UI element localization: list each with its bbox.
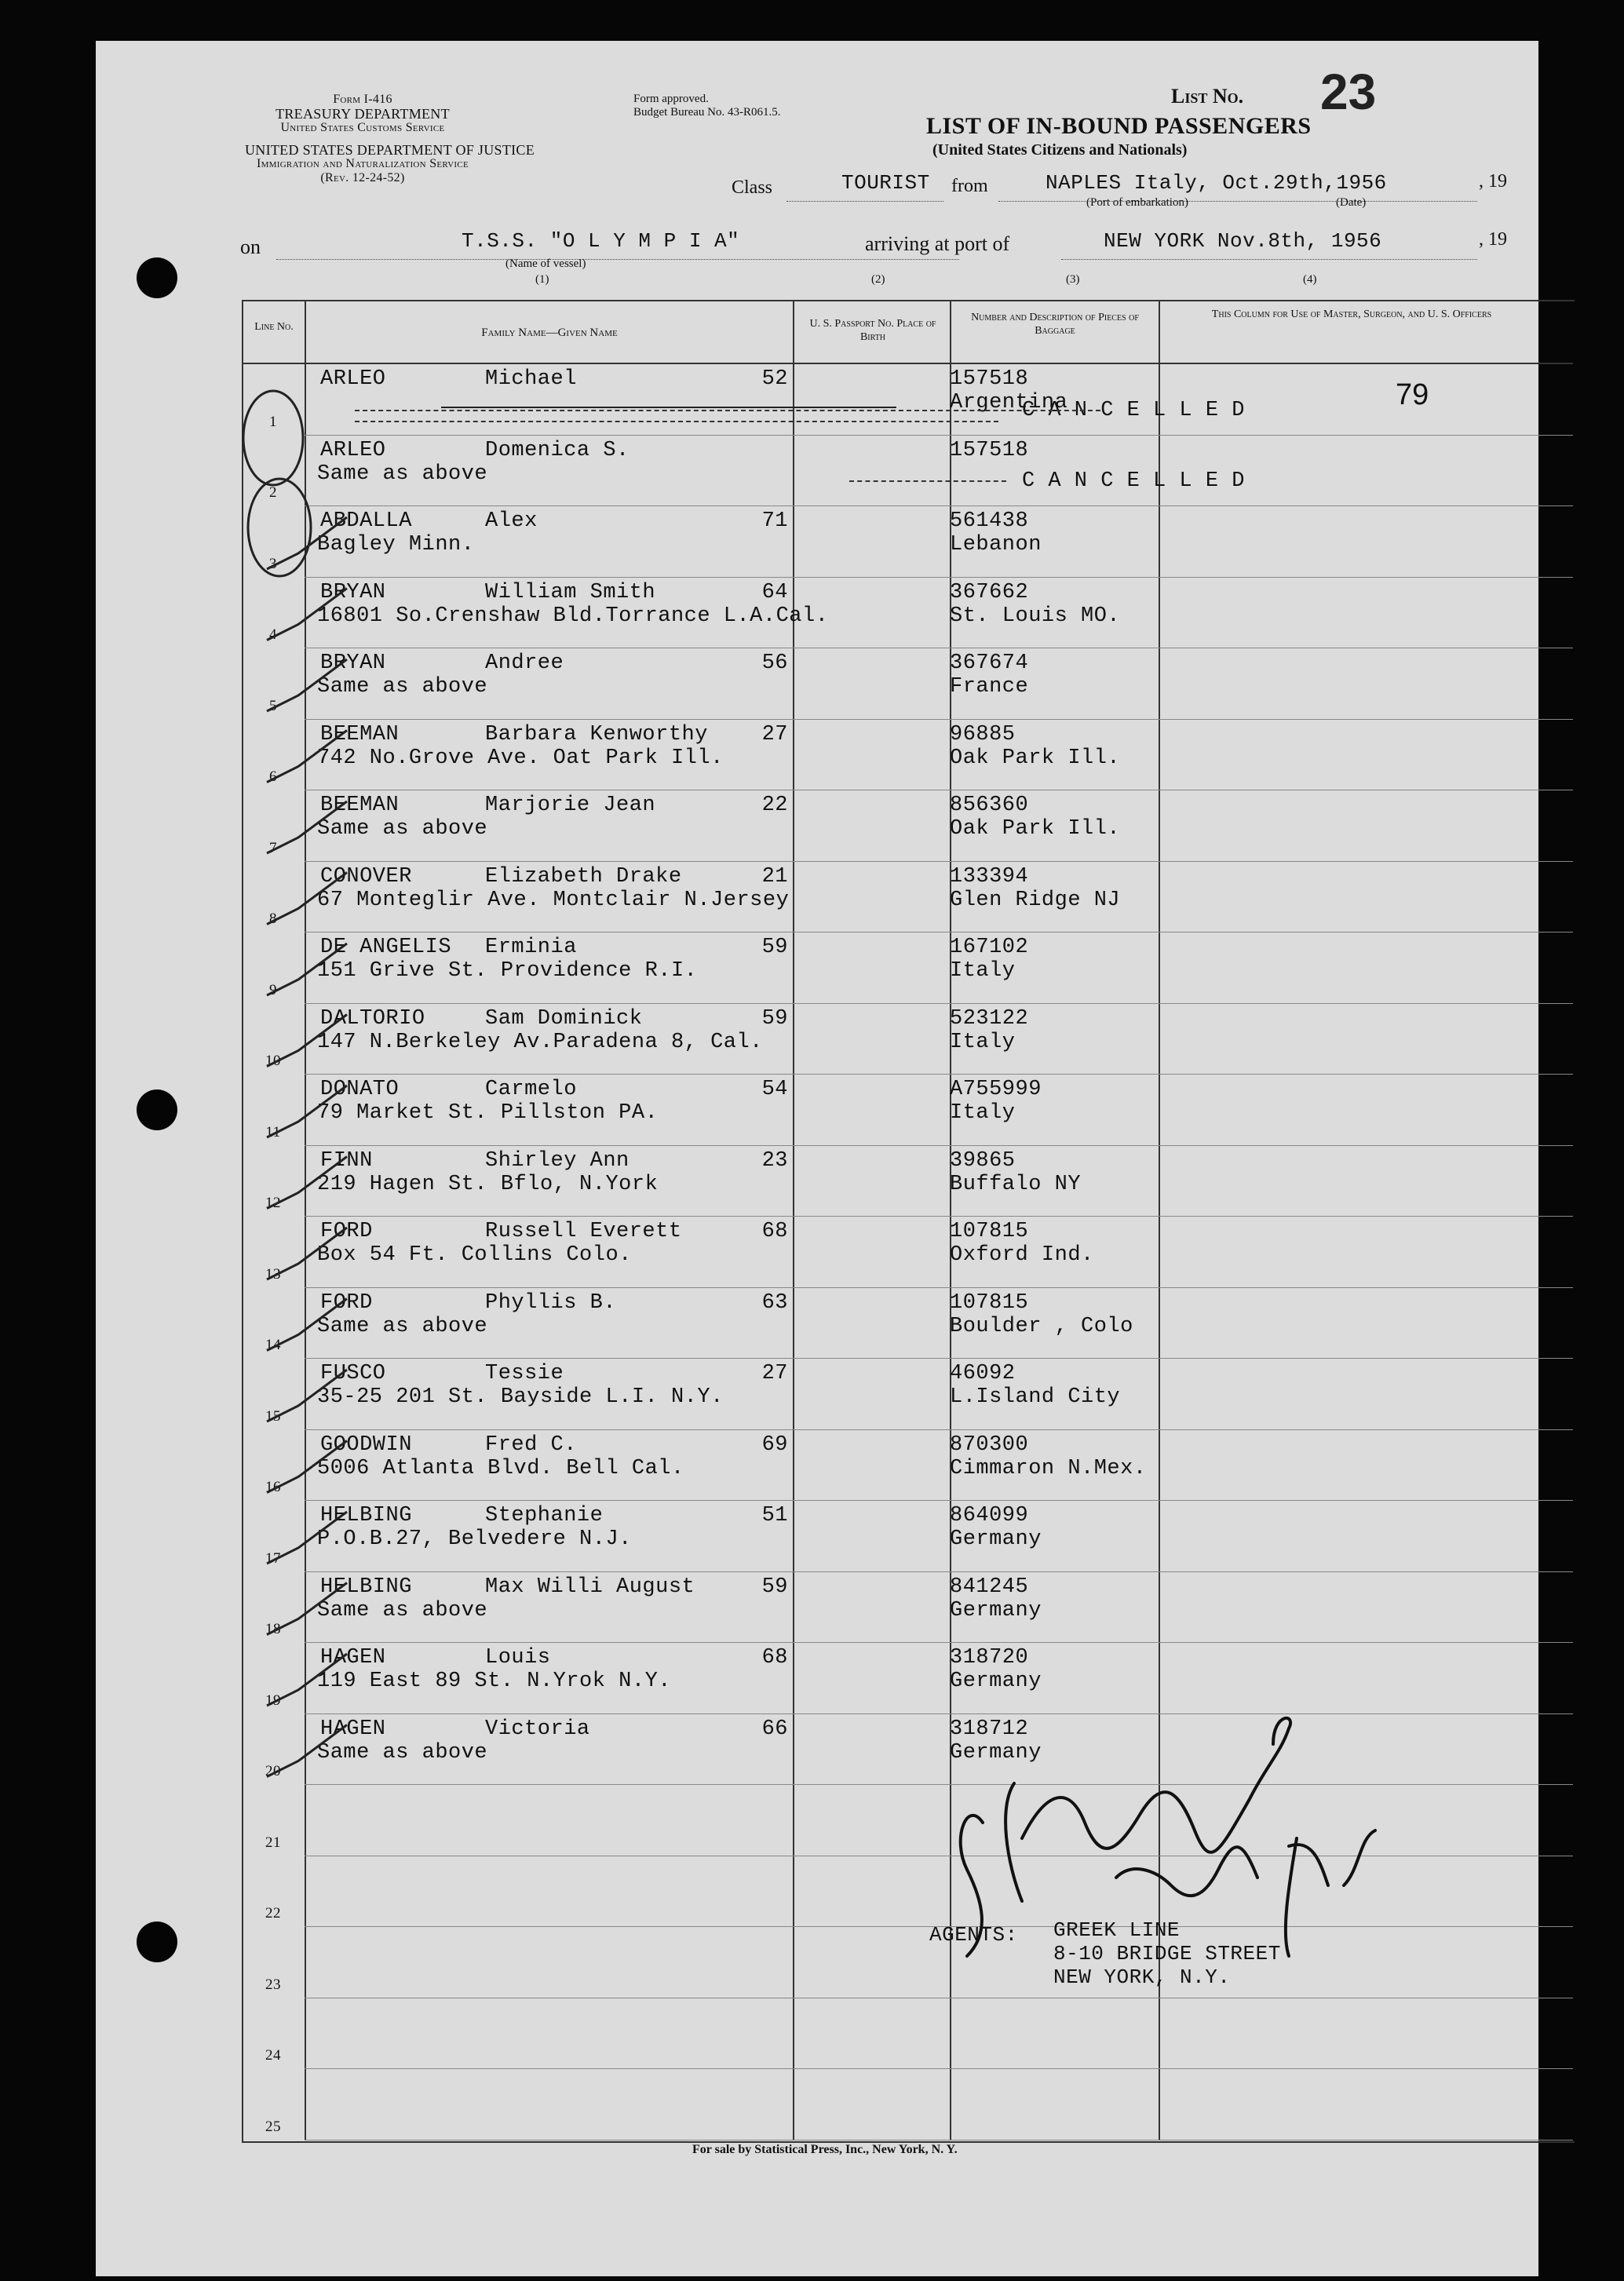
- passport-number: 561438: [950, 509, 1029, 533]
- birthplace: Italy: [950, 1101, 1016, 1125]
- vessel-caption-num: (1): [535, 273, 549, 286]
- line-number: 13: [265, 1265, 281, 1283]
- given-name: Alex: [485, 509, 538, 533]
- birthplace: Oak Park Ill.: [950, 746, 1121, 770]
- age: 71: [761, 509, 788, 533]
- birthplace: L.Island City: [950, 1385, 1121, 1409]
- given-name: William Smith: [485, 580, 656, 604]
- passport-number: 318720: [950, 1646, 1029, 1670]
- family-name: ARLEO: [320, 367, 386, 391]
- form-number: Form I-416: [333, 93, 392, 106]
- family-name: FORD: [320, 1290, 373, 1315]
- family-name: BRYAN: [320, 651, 386, 675]
- address: 67 Monteglir Ave. Montclair N.Jersey: [317, 888, 790, 912]
- address: 742 No.Grove Ave. Oat Park Ill.: [317, 746, 724, 770]
- check-mark: [267, 801, 347, 853]
- line-number: 5: [269, 697, 277, 714]
- ins-service: Immigration and Naturalization Service: [256, 157, 469, 170]
- agents-line-3: NEW YORK, N.Y.: [1053, 1965, 1231, 1989]
- given-name: Carmelo: [485, 1078, 577, 1101]
- given-name: Victoria: [485, 1717, 590, 1741]
- line-number: 10: [265, 1053, 281, 1069]
- revision: (Rev. 12-24-52): [320, 171, 405, 184]
- check-mark: [267, 1370, 347, 1422]
- caption-num-2: (2): [871, 273, 885, 286]
- birthplace: Buffalo NY: [950, 1172, 1082, 1196]
- address: Same as above: [317, 1740, 488, 1765]
- check-mark: [267, 1583, 347, 1635]
- age: 64: [761, 580, 788, 604]
- given-name: Domenica S.: [485, 438, 630, 462]
- birthplace: Lebanon: [950, 533, 1042, 557]
- age: 22: [761, 794, 788, 817]
- family-name: DALTORIO: [320, 1006, 425, 1031]
- birthplace: Germany: [950, 1527, 1042, 1551]
- line-number: 6: [269, 768, 277, 785]
- birthplace: St. Louis MO.: [950, 604, 1121, 628]
- line-number: 4: [269, 626, 277, 643]
- treasury-dept: TREASURY DEPARTMENT: [276, 106, 450, 122]
- age: 56: [761, 651, 788, 675]
- address: Same as above: [317, 1314, 488, 1338]
- from-value: NAPLES Italy, Oct.29th,1956: [1046, 171, 1387, 195]
- given-name: Fred C.: [485, 1432, 577, 1457]
- family-name: BEEMAN: [320, 794, 400, 817]
- passport-number: 157518: [950, 367, 1029, 391]
- cancelled-mark-line-2: C A N C E L L E D: [1022, 469, 1245, 493]
- given-name: Andree: [485, 651, 564, 675]
- check-mark: [267, 1654, 347, 1706]
- age: 54: [761, 1078, 788, 1101]
- passport-number: 107815: [950, 1290, 1029, 1315]
- birthplace: Argentina: [950, 391, 1068, 414]
- signature: [920, 1681, 1391, 1964]
- caption-num-3: (3): [1066, 273, 1080, 286]
- line-number: 18: [265, 1621, 281, 1637]
- check-mark: [267, 1725, 347, 1777]
- birthplace: France: [950, 675, 1029, 699]
- address: 79 Market St. Pillston PA.: [317, 1101, 659, 1125]
- age: 27: [761, 722, 788, 746]
- form-approved: Form approved.: [633, 93, 709, 105]
- line-number: 20: [265, 1763, 281, 1779]
- line-number: 14: [265, 1337, 281, 1353]
- vessel-caption: (Name of vessel): [505, 257, 586, 270]
- col-header-passport: U. S. Passport No. Place of Birth: [809, 318, 936, 343]
- age: 63: [761, 1290, 788, 1315]
- check-mark: [267, 1157, 347, 1209]
- passport-number: 46092: [950, 1362, 1016, 1385]
- passport-number: 39865: [950, 1148, 1016, 1173]
- manifest-page: [96, 41, 1538, 2276]
- check-mark: [267, 731, 347, 783]
- line-number: 15: [265, 1407, 281, 1425]
- check-mark: [267, 589, 347, 641]
- address: 219 Hagen St. Bflo, N.York: [317, 1172, 659, 1196]
- check-mark: [267, 1086, 347, 1137]
- passport-number: 367674: [950, 651, 1029, 675]
- address: Same as above: [317, 1598, 488, 1622]
- address: Same as above: [317, 817, 488, 841]
- col-header-baggage: Number and Description of Pieces of Baggage: [971, 312, 1139, 337]
- arriving-label: arriving at port of: [865, 232, 1010, 255]
- list-number-label: List No.: [1171, 85, 1244, 108]
- passport-number: A755999: [950, 1078, 1042, 1101]
- address: Box 54 Ft. Collins Colo.: [317, 1243, 632, 1267]
- age: 66: [761, 1717, 788, 1741]
- address: 119 East 89 St. N.Yrok N.Y.: [317, 1670, 671, 1693]
- given-name: Marjorie Jean: [485, 794, 656, 817]
- given-name: Sam Dominick: [485, 1006, 643, 1031]
- given-name: Russell Everett: [485, 1220, 682, 1243]
- passport-number: 318712: [950, 1717, 1029, 1741]
- line-number: 12: [265, 1195, 281, 1211]
- age: 59: [761, 1006, 788, 1031]
- family-name: ARLEO: [320, 438, 386, 462]
- page-title: LIST OF IN-BOUND PASSENGERS: [926, 113, 1312, 139]
- check-mark: [267, 1441, 347, 1493]
- passport-number: 841245: [950, 1575, 1029, 1599]
- address: P.O.B.27, Belvedere N.J.: [317, 1527, 632, 1551]
- given-name: Stephanie: [485, 1504, 604, 1527]
- passport-number: 523122: [950, 1006, 1029, 1031]
- age: 68: [761, 1220, 788, 1243]
- given-name: Elizabeth Drake: [485, 864, 682, 889]
- check-mark: [267, 873, 347, 925]
- line-number: 7: [269, 839, 277, 856]
- col-header-name: Family Name—Given Name: [481, 327, 618, 339]
- passport-number: 367662: [950, 580, 1029, 604]
- line-number: 23: [265, 1976, 281, 1993]
- address: 16801 So.Crenshaw Bld.Torrance L.A.Cal.: [317, 604, 829, 628]
- age: 23: [761, 1148, 788, 1173]
- line-number: 16: [265, 1479, 281, 1495]
- birthplace: Glen Ridge NJ: [950, 888, 1121, 912]
- given-name: Max Willi August: [485, 1575, 695, 1599]
- given-name: Tessie: [485, 1362, 564, 1385]
- family-name: DONATO: [320, 1078, 400, 1101]
- birthplace: Germany: [950, 1670, 1042, 1693]
- line-number: 21: [265, 1834, 281, 1851]
- caption-num-4: (4): [1303, 273, 1317, 286]
- given-name: Michael: [485, 367, 577, 391]
- passport-number: 870300: [950, 1432, 1029, 1457]
- budget-bureau: Budget Bureau No. 43-R061.5.: [633, 106, 781, 119]
- check-mark: [267, 943, 347, 995]
- page-subtitle: (United States Citizens and Nationals): [932, 141, 1188, 159]
- given-name: Louis: [485, 1646, 551, 1670]
- age: 59: [761, 1575, 788, 1599]
- agents-line-1: GREEK LINE: [1053, 1918, 1181, 1942]
- family-name: HELBING: [320, 1575, 412, 1599]
- line-number: 19: [265, 1692, 281, 1709]
- line-number: 3: [269, 555, 277, 572]
- birthplace: Boulder , Colo: [950, 1314, 1133, 1338]
- age: 69: [761, 1432, 788, 1457]
- given-name: Erminia: [485, 936, 577, 959]
- family-name: ABDALLA: [320, 509, 412, 533]
- cancelled-mark-line-1: C A N C E L L E D: [1022, 399, 1245, 422]
- address: 35-25 201 St. Bayside L.I. N.Y.: [317, 1385, 724, 1409]
- age: 59: [761, 936, 788, 959]
- line-number: 11: [265, 1123, 281, 1140]
- footer-text: For sale by Statistical Press, Inc., New York, N. Y.: [692, 2143, 958, 2156]
- col-header-line-no: Line No.: [254, 321, 294, 333]
- passport-number: 157518: [950, 438, 1029, 462]
- class-label: Class: [732, 177, 773, 198]
- birthplace: Cimmaron N.Mex.: [950, 1456, 1147, 1480]
- check-mark: [267, 1228, 347, 1279]
- passport-number: 167102: [950, 936, 1029, 959]
- passport-number: 96885: [950, 722, 1016, 746]
- address: 5006 Atlanta Blvd. Bell Cal.: [317, 1456, 684, 1480]
- check-mark: [267, 517, 347, 569]
- vessel-name: T.S.S. "O L Y M P I A": [462, 229, 740, 253]
- given-name: Phyllis B.: [485, 1290, 617, 1315]
- family-name: HAGEN: [320, 1717, 386, 1741]
- age: 51: [761, 1504, 788, 1527]
- check-mark: [267, 1512, 347, 1564]
- family-name: GOODWIN: [320, 1432, 412, 1457]
- line-number: 17: [265, 1549, 281, 1567]
- given-name: Barbara Kenworthy: [485, 722, 708, 746]
- address: Same as above: [317, 675, 488, 699]
- from-label: from: [951, 176, 988, 196]
- class-value: TOURIST: [841, 171, 930, 195]
- age: 68: [761, 1646, 788, 1670]
- birthplace: Oxford Ind.: [950, 1243, 1094, 1267]
- family-name: DE ANGELIS: [320, 936, 452, 959]
- line-number: 9: [269, 981, 277, 998]
- age: 52: [761, 367, 788, 391]
- family-name: FUSCO: [320, 1362, 386, 1385]
- family-name: HAGEN: [320, 1646, 386, 1670]
- birthplace: Italy: [950, 1030, 1016, 1054]
- passport-number: 864099: [950, 1504, 1029, 1527]
- family-name: HELBING: [320, 1504, 412, 1527]
- col-header-officers: This Column for Use of Master, Surgeon, and U. S. Officers: [1211, 308, 1492, 320]
- birthplace: Germany: [950, 1598, 1042, 1622]
- passport-number: 107815: [950, 1220, 1029, 1243]
- justice-dept: UNITED STATES DEPARTMENT OF JUSTICE: [245, 142, 535, 158]
- family-name: FORD: [320, 1220, 373, 1243]
- check-mark: [267, 659, 347, 711]
- family-name: BEEMAN: [320, 722, 400, 746]
- passport-number: 133394: [950, 864, 1029, 889]
- family-name: BRYAN: [320, 580, 386, 604]
- customs-service: United States Customs Service: [280, 121, 445, 134]
- birthplace: Germany: [950, 1740, 1042, 1765]
- line-number: 8: [269, 911, 277, 927]
- port-embark-caption: (Port of embarkation): [1086, 196, 1188, 209]
- year-suffix-1: , 19: [1479, 171, 1507, 192]
- birthplace: Italy: [950, 959, 1016, 983]
- age: 27: [761, 1362, 788, 1385]
- line-number: 2: [269, 484, 277, 501]
- date-caption: (Date): [1336, 196, 1367, 209]
- address: Bagley Minn.: [317, 533, 475, 557]
- line-number: 1: [269, 413, 277, 430]
- count-mark: 79: [1396, 378, 1429, 411]
- family-name: FINN: [320, 1148, 373, 1173]
- year-suffix-2: , 19: [1479, 229, 1507, 250]
- agents-line-2: 8-10 BRIDGE STREET: [1053, 1942, 1281, 1965]
- check-mark: [267, 1299, 347, 1351]
- list-number: 23: [1320, 64, 1377, 120]
- on-label: on: [240, 235, 261, 258]
- agents-label: AGENTS:: [929, 1923, 1018, 1947]
- line-number: 22: [265, 1905, 281, 1922]
- check-mark: [267, 1015, 347, 1067]
- line-number: 25: [265, 2118, 281, 2135]
- line-number: 24: [265, 2047, 281, 2064]
- address: 151 Grive St. Providence R.I.: [317, 959, 698, 983]
- arrival-value: NEW YORK Nov.8th, 1956: [1104, 229, 1382, 253]
- address: Same as above: [317, 462, 488, 486]
- given-name: Shirley Ann: [485, 1148, 630, 1173]
- age: 21: [761, 864, 788, 889]
- family-name: CONOVER: [320, 864, 412, 889]
- address: 147 N.Berkeley Av.Paradena 8, Cal.: [317, 1030, 763, 1054]
- birthplace: Oak Park Ill.: [950, 817, 1121, 841]
- passport-number: 856360: [950, 794, 1029, 817]
